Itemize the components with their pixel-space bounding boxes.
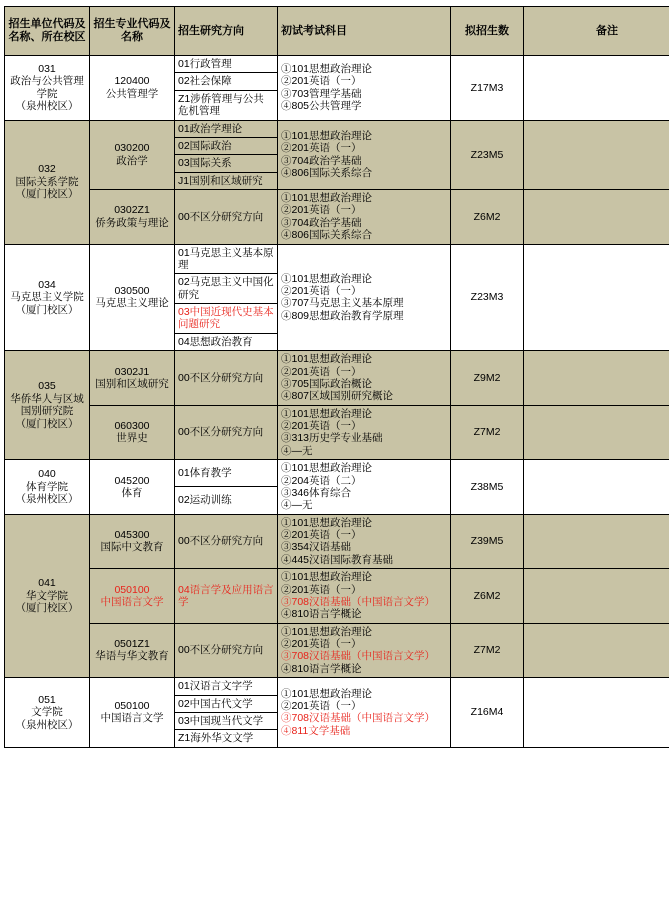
- cell-research-direction: 00不区分研究方向: [175, 514, 278, 569]
- cell-research-direction: 02中国古代文学: [175, 695, 278, 712]
- table-row: [5, 569, 669, 624]
- table-row: [5, 120, 669, 137]
- cell-research-direction: 00不区分研究方向: [175, 190, 278, 245]
- cell-planned-number: Z38M5: [451, 460, 524, 515]
- cell-research-direction: 00不区分研究方向: [175, 405, 278, 460]
- cell-research-direction: 01政治学理论: [175, 120, 278, 137]
- cell-major-code-name: 0302J1 国别和区域研究: [90, 351, 175, 406]
- cell-exam-subjects: ①101思想政治理论 ②201英语（一） ③707马克思主义基本原理 ④809思想政治教育学原理: [278, 244, 451, 351]
- cell-research-direction: 00不区分研究方向: [175, 623, 278, 678]
- cell-planned-number: Z16M4: [451, 678, 524, 748]
- admissions-table: [4, 6, 669, 748]
- cell-research-direction: 03国际关系: [175, 155, 278, 172]
- cell-unit: 034 马克思主义学院 （厦门校区）: [5, 244, 90, 351]
- cell-exam-subjects: ①101思想政治理论 ②201英语（一） ③703管理学基础 ④805公共管理学: [278, 56, 451, 121]
- cell-unit: 040 体育学院 （泉州校区）: [5, 460, 90, 515]
- table-row: [5, 678, 669, 695]
- column-header-direction: 招生研究方向: [175, 7, 278, 56]
- cell-remark: [524, 56, 669, 121]
- cell-exam-subjects: ①101思想政治理论 ②201英语（一） ③704政治学基础 ④806国际关系综合: [278, 190, 451, 245]
- cell-major-code-name: 030200 政治学: [90, 120, 175, 190]
- cell-remark: [524, 351, 669, 406]
- cell-research-direction: 01马克思主义基本原理: [175, 244, 278, 274]
- cell-remark: [524, 569, 669, 624]
- cell-research-direction: 01汉语言文字学: [175, 678, 278, 695]
- cell-unit: 041 华文学院 （厦门校区）: [5, 514, 90, 678]
- cell-planned-number: Z23M3: [451, 244, 524, 351]
- cell-unit: 035 华侨华人与区域国别研究院 （厦门校区）: [5, 351, 90, 460]
- column-header-planned-number: 拟招生数: [451, 7, 524, 56]
- cell-research-direction: J1国别和区域研究: [175, 172, 278, 189]
- cell-major-code-name: 120400 公共管理学: [90, 56, 175, 121]
- cell-planned-number: Z6M2: [451, 190, 524, 245]
- cell-research-direction: 04思想政治教育: [175, 333, 278, 350]
- table-row: [5, 514, 669, 569]
- cell-exam-subjects: ①101思想政治理论 ②201英语（一） ③708汉语基础（中国语言文学） ④811文学基础: [278, 678, 451, 748]
- cell-research-direction: 03中国近现代史基本问题研究: [175, 304, 278, 334]
- cell-exam-subjects: ①101思想政治理论 ②201英语（一） ③313历史学专业基础 ④—无: [278, 405, 451, 460]
- cell-major-code-name: 030500 马克思主义理论: [90, 244, 175, 351]
- cell-research-direction: 04语言学及应用语言学: [175, 569, 278, 624]
- cell-research-direction: 02马克思主义中国化研究: [175, 274, 278, 304]
- cell-planned-number: Z6M2: [451, 569, 524, 624]
- cell-major-code-name: 045300 国际中文教育: [90, 514, 175, 569]
- cell-planned-number: Z7M2: [451, 623, 524, 678]
- cell-research-direction: 02运动训练: [175, 487, 278, 514]
- cell-unit: 051 文学院 （泉州校区）: [5, 678, 90, 748]
- cell-unit: 032 国际关系学院 （厦门校区）: [5, 120, 90, 244]
- table-row: [5, 351, 669, 406]
- cell-major-code-name: 050100 中国语言文学: [90, 678, 175, 748]
- cell-unit: 031 政治与公共管理学院 （泉州校区）: [5, 56, 90, 121]
- cell-research-direction: 02社会保障: [175, 73, 278, 90]
- cell-planned-number: Z39M5: [451, 514, 524, 569]
- cell-research-direction: 00不区分研究方向: [175, 351, 278, 406]
- table-row: [5, 405, 669, 460]
- table-row: [5, 623, 669, 678]
- cell-exam-subjects: ①101思想政治理论 ②201英语（一） ③705国际政治概论 ④807区域国别研究概论: [278, 351, 451, 406]
- table-row: [5, 460, 669, 487]
- cell-remark: [524, 244, 669, 351]
- cell-exam-subjects: ①101思想政治理论 ②201英语（一） ③354汉语基础 ④445汉语国际教育基础: [278, 514, 451, 569]
- cell-remark: [524, 623, 669, 678]
- cell-major-code-name: 0302Z1 侨务政策与理论: [90, 190, 175, 245]
- column-header-remark: 备注: [524, 7, 669, 56]
- table-row: [5, 56, 669, 73]
- cell-major-code-name: 060300 世界史: [90, 405, 175, 460]
- column-header-major: 招生专业代码及名称: [90, 7, 175, 56]
- cell-planned-number: Z17M3: [451, 56, 524, 121]
- cell-planned-number: Z23M5: [451, 120, 524, 190]
- cell-remark: [524, 460, 669, 515]
- cell-planned-number: Z9M2: [451, 351, 524, 406]
- cell-research-direction: 01体育教学: [175, 460, 278, 487]
- cell-exam-subjects: ①101思想政治理论 ②201英语（一） ③704政治学基础 ④806国际关系综合: [278, 120, 451, 190]
- table-body: [5, 56, 669, 748]
- cell-research-direction: 03中国现当代文学: [175, 712, 278, 729]
- cell-major-code-name: 050100 中国语言文学: [90, 569, 175, 624]
- cell-remark: [524, 514, 669, 569]
- cell-remark: [524, 678, 669, 748]
- table-row: [5, 244, 669, 274]
- cell-planned-number: Z7M2: [451, 405, 524, 460]
- column-header-subjects: 初试考试科目: [278, 7, 451, 56]
- cell-research-direction: 01行政管理: [175, 56, 278, 73]
- table-header: [5, 7, 669, 56]
- cell-remark: [524, 405, 669, 460]
- cell-exam-subjects: ①101思想政治理论 ②201英语（一） ③708汉语基础（中国语言文学） ④810语言学概论: [278, 569, 451, 624]
- cell-major-code-name: 0501Z1 华语与华文教育: [90, 623, 175, 678]
- column-header-unit: 招生单位代码及名称、所在校区: [5, 7, 90, 56]
- header-row: [5, 7, 669, 56]
- cell-exam-subjects: ①101思想政治理论 ②201英语（一） ③708汉语基础（中国语言文学） ④810语言学概论: [278, 623, 451, 678]
- cell-research-direction: Z1海外华文文学: [175, 730, 278, 747]
- cell-remark: [524, 190, 669, 245]
- cell-research-direction: 02国际政治: [175, 137, 278, 154]
- table-row: [5, 190, 669, 245]
- cell-exam-subjects: ①101思想政治理论 ②204英语（二） ③346体育综合 ④—无: [278, 460, 451, 515]
- cell-research-direction: Z1涉侨管理与公共危机管理: [175, 90, 278, 120]
- cell-remark: [524, 120, 669, 190]
- cell-major-code-name: 045200 体育: [90, 460, 175, 515]
